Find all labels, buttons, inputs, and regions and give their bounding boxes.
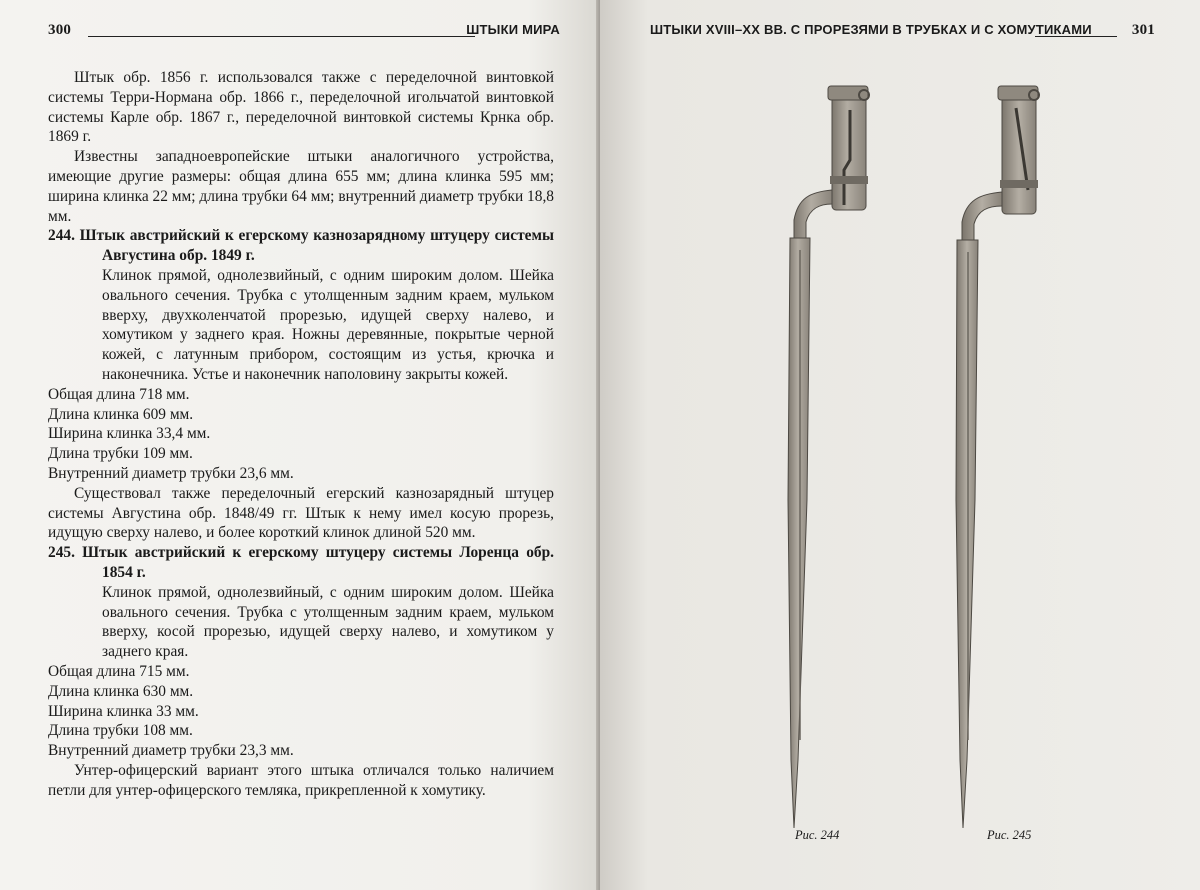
figure-caption-245: Рис. 245 — [987, 828, 1032, 842]
running-head-right — [650, 22, 1155, 42]
bayonet-244-illustration — [760, 80, 870, 840]
measurement-line: Внутренний диаметр трубки 23,3 мм. — [48, 742, 294, 760]
right-page — [600, 0, 1200, 890]
measurement-line: Внутренний диаметр трубки 23,6 мм. — [48, 464, 294, 482]
entry-description: Клинок прямой, однолезвийный, с одним широким долом. Шейка овального сечения. Трубка с утолщенным задним краем, мульком вверху, двухколенчатой прорезью, идущей сверху налево, и хомутиком у заднего края. Ножны деревянные, покрытые черной кожей, с латунным прибором, состоящим из устья, крючка и наконечника. Устье и наконечник наполовину закрыты кожей. — [102, 266, 554, 383]
measurement-line: Общая длина 715 мм. — [48, 662, 190, 680]
measurement-line: Длина трубки 108 мм. — [48, 722, 193, 740]
paragraph: Штык обр. 1856 г. использовался также с переделочной винтовкой системы Терри-Нормана обр. 1866 г., переделочной игольчатой винтовкой системы Карле обр. 1867 г., переделочной винтовкой системы Крнка обр. 1869 г. — [48, 69, 554, 146]
body-text — [48, 68, 554, 800]
measurement-line: Длина трубки 109 мм. — [48, 445, 193, 463]
entry-description: Клинок прямой, однолезвийный, с одним широким долом. Шейка овального сечения. Трубка с утолщенным задним краем, мульком вверху, косой прорезью, идущей сверху налево, и хомутиком у заднего края. — [102, 583, 554, 661]
paragraph: Известны западноевропейские штыки аналогичного устройства, имеющие другие размеры: общая длина 655 мм; длина клинка 595 мм; ширина клинка 22 мм; длина трубки 64 мм; внутренний диаметр трубки 18,8 мм. — [48, 148, 554, 225]
page-number-left: 300 — [48, 22, 72, 38]
running-head-left — [48, 22, 560, 42]
paragraph: Унтер-офицерский вариант этого штыка отличался только наличием петли для унтер-офицерского темляка, прикрепленной к хомутику. — [48, 761, 554, 799]
page-number-right: 301 — [1131, 22, 1155, 38]
entry-title: 244. Штык австрийский к егерскому казнозарядному штуцеру системы Августина обр. 1849 г. — [48, 227, 554, 265]
measurement-line: Длина клинка 630 мм. — [48, 682, 194, 700]
measurement-line: Общая длина 718 мм. — [48, 385, 190, 403]
measurement-line: Ширина клинка 33,4 мм. — [48, 425, 211, 443]
measurement-line: Длина клинка 609 мм. — [48, 405, 194, 423]
entry-title: 245. Штык австрийский к егерскому штуцеру системы Лоренца обр. 1854 г. — [48, 544, 554, 581]
header-rule-right — [1035, 36, 1117, 37]
header-rule-left — [88, 36, 475, 37]
paragraph: Существовал также переделочный егерский казнозарядный штуцер системы Августина обр. 1848/49 гг. Штык к нему имел косую прорезь, идущую сверху налево, и более короткий клинок длиной 520 мм. — [48, 484, 554, 542]
measurement-line: Ширина клинка 33 мм. — [48, 702, 199, 720]
figure-caption-244: Рис. 244 — [795, 828, 840, 842]
running-head-title-right: ШТЫКИ XVIII–XX ВВ. С ПРОРЕЗЯМИ В ТРУБКАХ И С ХОМУТИКАМИ — [650, 22, 1092, 37]
bayonet-245-illustration — [930, 80, 1040, 840]
running-head-title-left: ШТЫКИ МИРА — [466, 22, 560, 37]
